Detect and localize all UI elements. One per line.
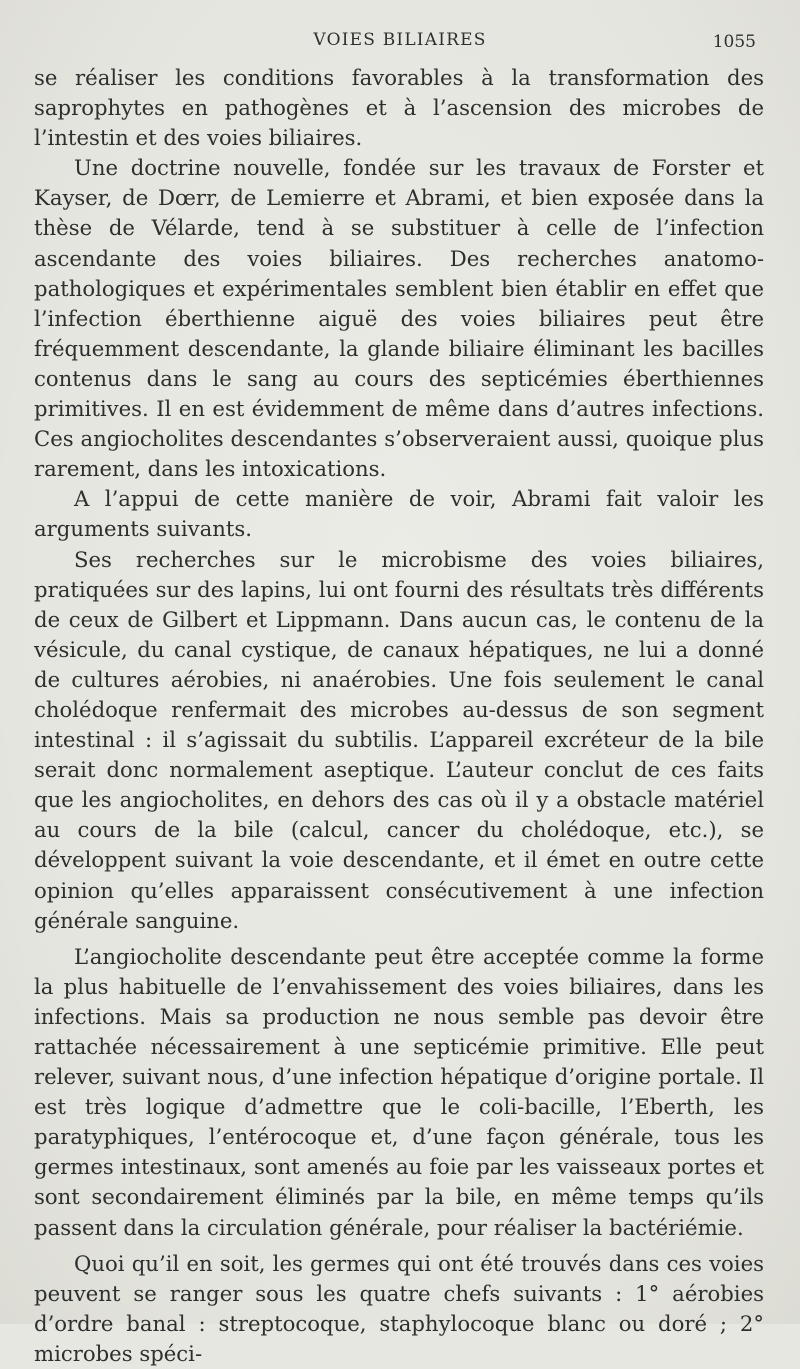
paragraph-doctrine: Une doctrine nouvelle, fondée sur les travaux de Forster et Kayser, de Dœrr, de Lemierre et Abrami, et bien exposée dans la thèse de Vélarde, tend à se substituer à celle de l’infection ascendante des voies biliaires. Des recherches anatomo-pathologiques et expérimentales semblent bien établir en effet que l’infection éberthienne aiguë des voies biliaires peut être fréquemment descendante, la glande biliaire éliminant les bacilles contenus dans le sang au cours des septicémies éberthiennes primitives. Il en est évidemment de même dans d’autres infections. Ces angiocholites descendantes s’observeraient aussi, quoique plus rarement, dans les intoxications. (34, 155, 764, 482)
paragraph-germes: Quoi qu’il en soit, les germes qui ont été trouvés dans ces voies peuvent se ranger sous les quatre chefs suivants : 1° aérobies d’ordre banal : streptocoque, staphylocoque blanc ou doré ; 2° microbes spéci- (34, 1250, 764, 1366)
page-number: 1055 (712, 32, 756, 52)
running-title: VOIES BILIAIRES (313, 30, 487, 50)
paragraph-continuation: se réaliser les conditions favorables à la transformation des saprophytes en pathogènes et à l’ascension des microbes de l’intestin et des voies biliaires. (34, 65, 764, 151)
body-text (34, 63, 764, 1369)
paragraph-arguments: A l’appui de cette manière de voir, Abrami fait valoir les arguments suivants. (34, 486, 764, 542)
running-head (0, 30, 800, 56)
paragraph-research: Ses recherches sur le microbisme des voies biliaires, pratiquées sur des lapins, lui ont fourni des résultats très différents de ceux de Gilbert et Lippmann. Dans aucun cas, le contenu de la vésicule, du canal cystique, de canaux hépatiques, ne lui a donné de cultures aérobies, ni anaérobies. Une fois seulement le canal cholédoque renfermait des microbes au-dessus de son segment intestinal : il s’agissait du subtilis. L’appareil excréteur de la bile serait donc normalement aseptique. L’auteur conclut de ces faits que les angiocholites, en dehors des cas où il y a obstacle matériel au cours de la bile (calcul, cancer du cholédoque, etc.), se développent suivant la voie descendante, et il émet en outre cette opinion qu’elles apparaissent consécutivement à une infection générale sanguine. (34, 546, 764, 933)
paragraph-angiocholite: L’angiocholite descendante peut être acceptée comme la forme la plus habituelle de l’envahissement des voies biliaires, dans les infections. Mais sa production ne nous semble pas devoir être rattachée nécessairement à une septicémie primitive. Elle peut relever, suivant nous, d’une infection hépatique d’origine portale. Il est très logique d’admettre que le coli-bacille, l’Eberth, les paratyphiques, l’entérocoque et, d’une façon générale, tous les germes intestinaux, sont amenés au foie par les vaisseaux portes et sont secondairement éliminés par la bile, en même temps qu’ils passent dans la circulation générale, pour réaliser la bactériémie. (34, 943, 764, 1240)
